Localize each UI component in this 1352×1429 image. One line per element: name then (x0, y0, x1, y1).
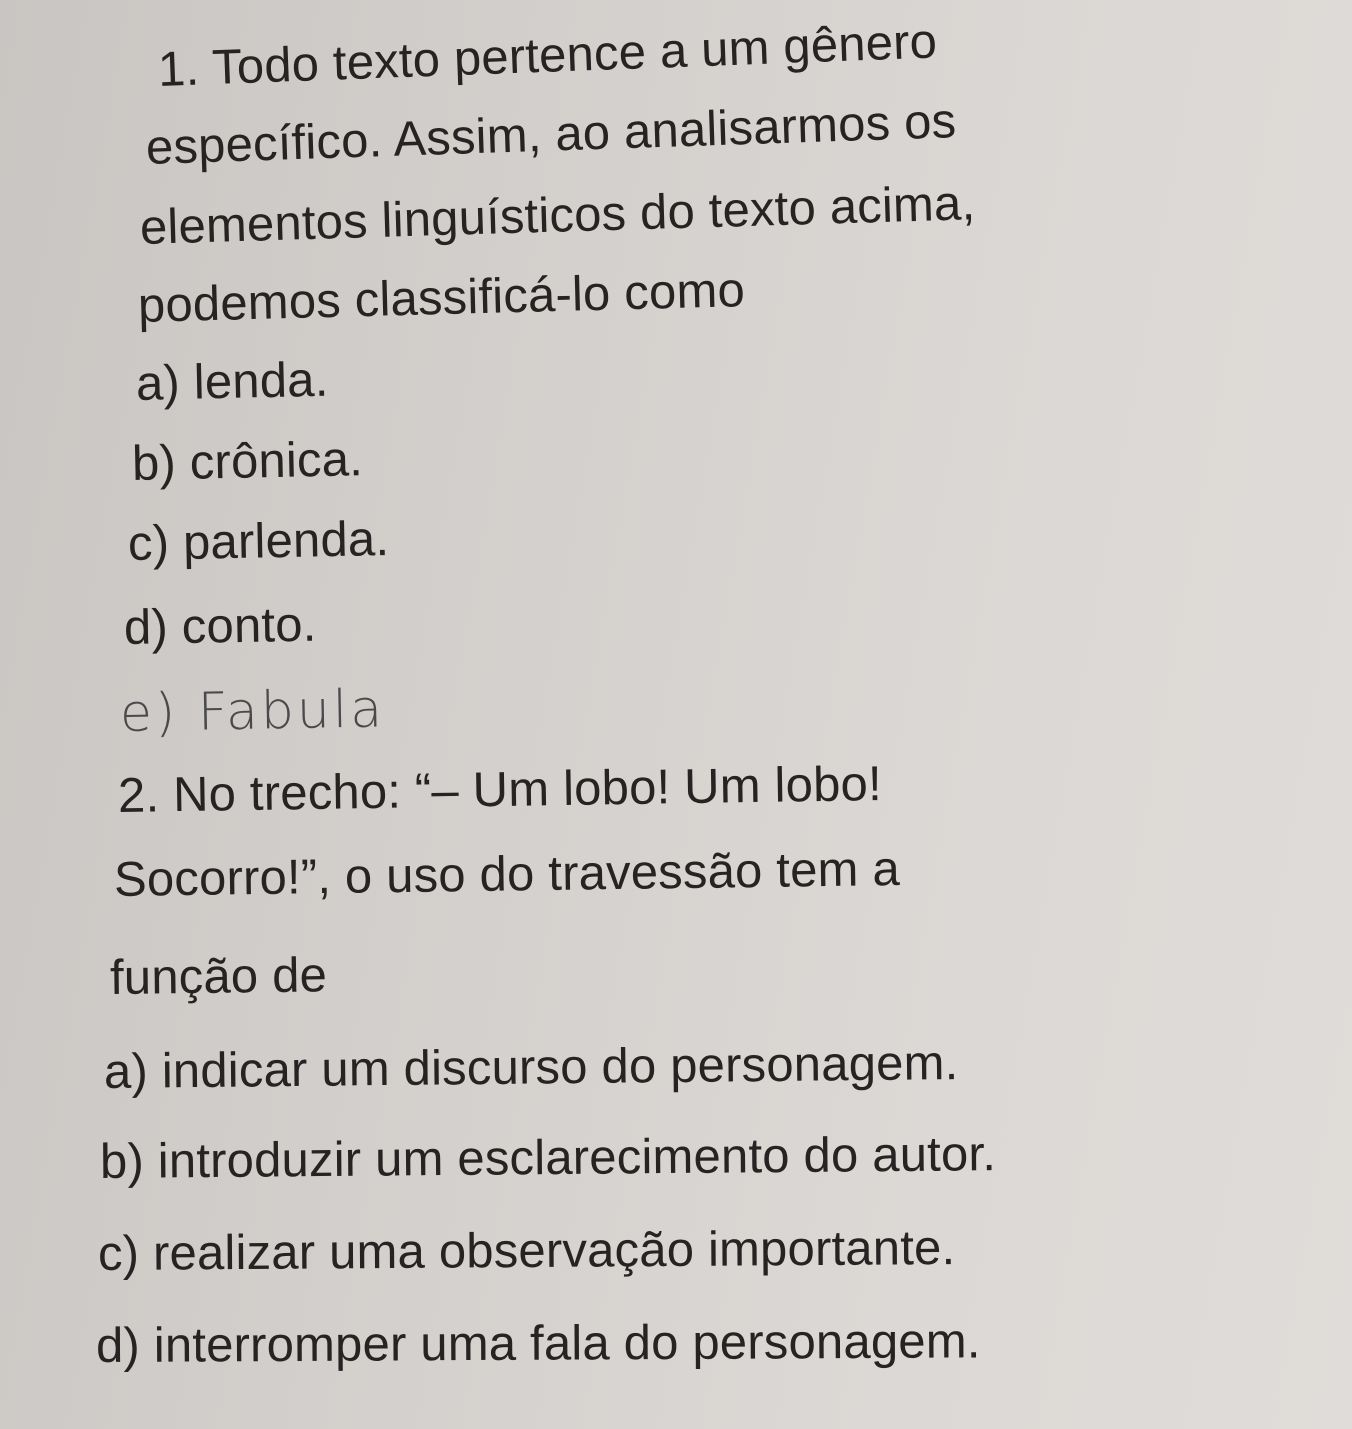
question-1-stem-line-1: 1. Todo texto pertence a um gênero (157, 14, 938, 97)
question-2-option-b: b) introduzir um esclarecimento do autor. (99, 1127, 997, 1189)
question-2-stem-line-2: Socorro!”, o uso do travessão tem a (113, 842, 901, 907)
question-2-option-c: c) realizar uma observação importante. (97, 1221, 956, 1281)
question-2-stem-line-1: 2. No trecho: “– Um lobo! Um lobo! (117, 757, 883, 823)
question-1-handwritten-option-e: e) Fabula (119, 679, 386, 744)
question-2-option-d: d) interromper uma fala do personagem. (95, 1314, 981, 1373)
question-1-stem-line-4: podemos classificá-lo como (137, 263, 746, 333)
question-1-option-d: d) conto. (123, 597, 317, 655)
question-1-stem-line-3: elementos linguísticos do texto acima, (139, 176, 977, 255)
question-1-option-c: c) parlenda. (127, 511, 390, 571)
question-1-option-a: a) lenda. (135, 352, 330, 411)
question-1-option-b: b) crônica. (131, 432, 364, 491)
question-2-option-a: a) indicar um discurso do personagem. (103, 1036, 959, 1099)
question-2-stem-line-3: função de (109, 948, 328, 1005)
question-1-stem-line-2: específico. Assim, ao analisarmos os (145, 94, 958, 175)
